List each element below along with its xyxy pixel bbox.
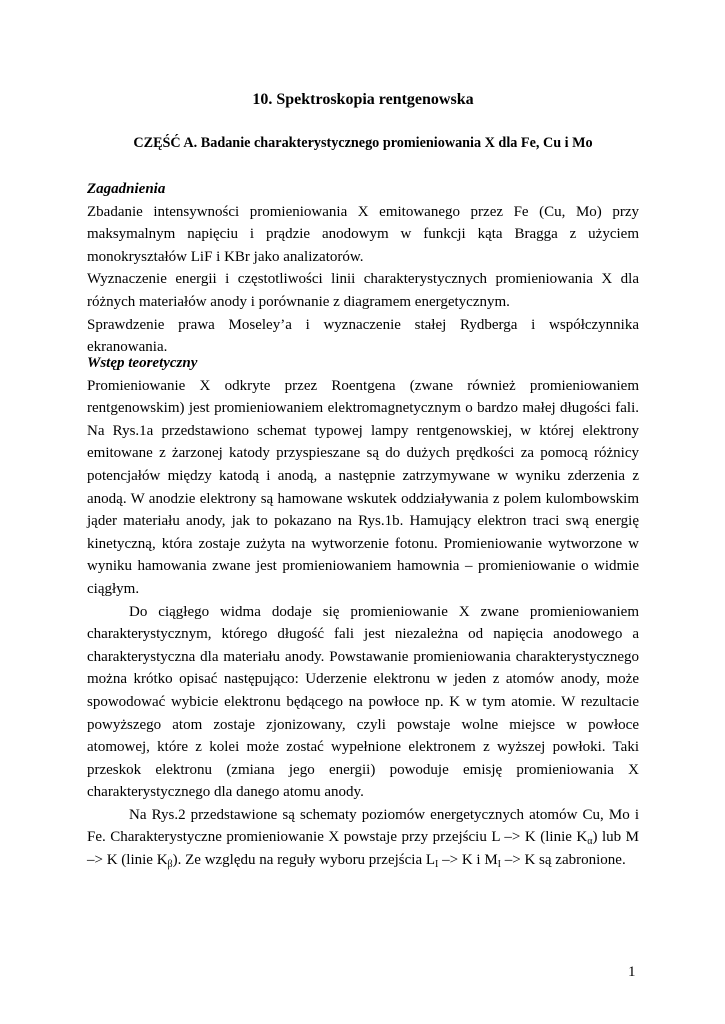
section-wstep-teoretyczny xyxy=(87,352,639,872)
document-subtitle: CZĘŚĆ A. Badanie charakterystycznego promieniowania X dla Fe, Cu i Mo xyxy=(133,135,593,151)
paragraph: Promieniowanie X odkryte przez Roentgena (zwane również promieniowaniem rentgenowskim) jest promieniowaniem elektromagnetycznym o bardzo małej długości fali. Na Rys.1a przedstawiono schemat typowej lampy rentgenowskiej, w której elektrony emitowane z żarzonej katody przyspieszane są do dużych prędkości za pomocą różnicy potencjałów między katodą i anodą, a następnie zatrzymywane w wyniku zderzenia z anodą. W anodzie elektrony są hamowane wskutek oddziaływania z polem kulombowskim jąder materiału anody, jak to pokazano na Rys.1b. Hamujący elektron traci swą energię kinetyczną, która zostaje zużyta na wytworzenie fotonu. Promieniowanie wytworzone w wyniku hamowania zwane jest promieniowaniem hamownia – promieniowanie o widmie ciągłym. xyxy=(87,377,639,597)
page-number: 1 xyxy=(628,964,636,980)
paragraph: Zbadanie intensywności promieniowania X emitowanego przez Fe (Cu, Mo) przy maksymalnym napięciu i prądzie anodowym w funkcji kąta Bragga z użyciem monokryształów LiF i KBr jako analizatorów. xyxy=(87,203,639,265)
document-title: 10. Spektroskopia rentgenowska xyxy=(252,91,474,108)
section-zagadnienia xyxy=(87,178,639,359)
subscript-m: I xyxy=(497,859,502,871)
text-run: –> K i M xyxy=(438,852,498,869)
subscript-beta: β xyxy=(167,859,173,871)
text-run: Na Rys.2 przedstawione są schematy poziomów energetycznych atomów Cu, Mo i Fe. Charakterystyczne promieniowanie X powstaje przy przejściu L –> K (linie K xyxy=(87,806,639,846)
section-heading: Zagadnienia xyxy=(87,181,166,197)
paragraph: Wyznaczenie energii i częstotliwości linii charakterystycznych promieniowania X dla różnych materiałów anody i porównanie z diagramem energetycznym. xyxy=(87,271,639,310)
paragraph: Sprawdzenie prawa Moseley’a i wyznaczenie stałej Rydberga i współczynnika ekranowania. xyxy=(87,316,639,356)
text-run: ) lub M –> K (linie K xyxy=(87,829,639,869)
paragraph-last xyxy=(87,804,639,872)
subscript-alpha: α xyxy=(587,836,593,848)
subscript-l: I xyxy=(435,859,439,871)
section-heading: Wstęp teoretyczny xyxy=(87,355,198,371)
text-run: ). Ze względu na reguły wyboru przejścia L xyxy=(172,852,436,869)
paragraph: Do ciągłego widma dodaje się promieniowanie X zwane promieniowaniem charakterystycznym, którego długość fali jest niezależna od napięcia anodowego a charakterystyczna dla materiału anody. Powstawanie promieniowania charakterystycznego można krótko opisać następująco: Uderzenie elektronu w jeden z atomów anody, może spowodować wybicie elektronu będącego na powłoce np. K w tym atomie. W rezultacie powyższego atom zostaje zjonizowany, czyli powstaje wolne miejsce w powłoce atomowej, które z kolei może zostać wypełnione elektronem z wyższej powłoki. Taki przeskok elektronu (zmiana jego energii) powoduje emisję promieniowania X charakterystycznego dla danego atomu anody. xyxy=(87,603,639,801)
text-run: –> K są zabronione. xyxy=(501,852,626,869)
